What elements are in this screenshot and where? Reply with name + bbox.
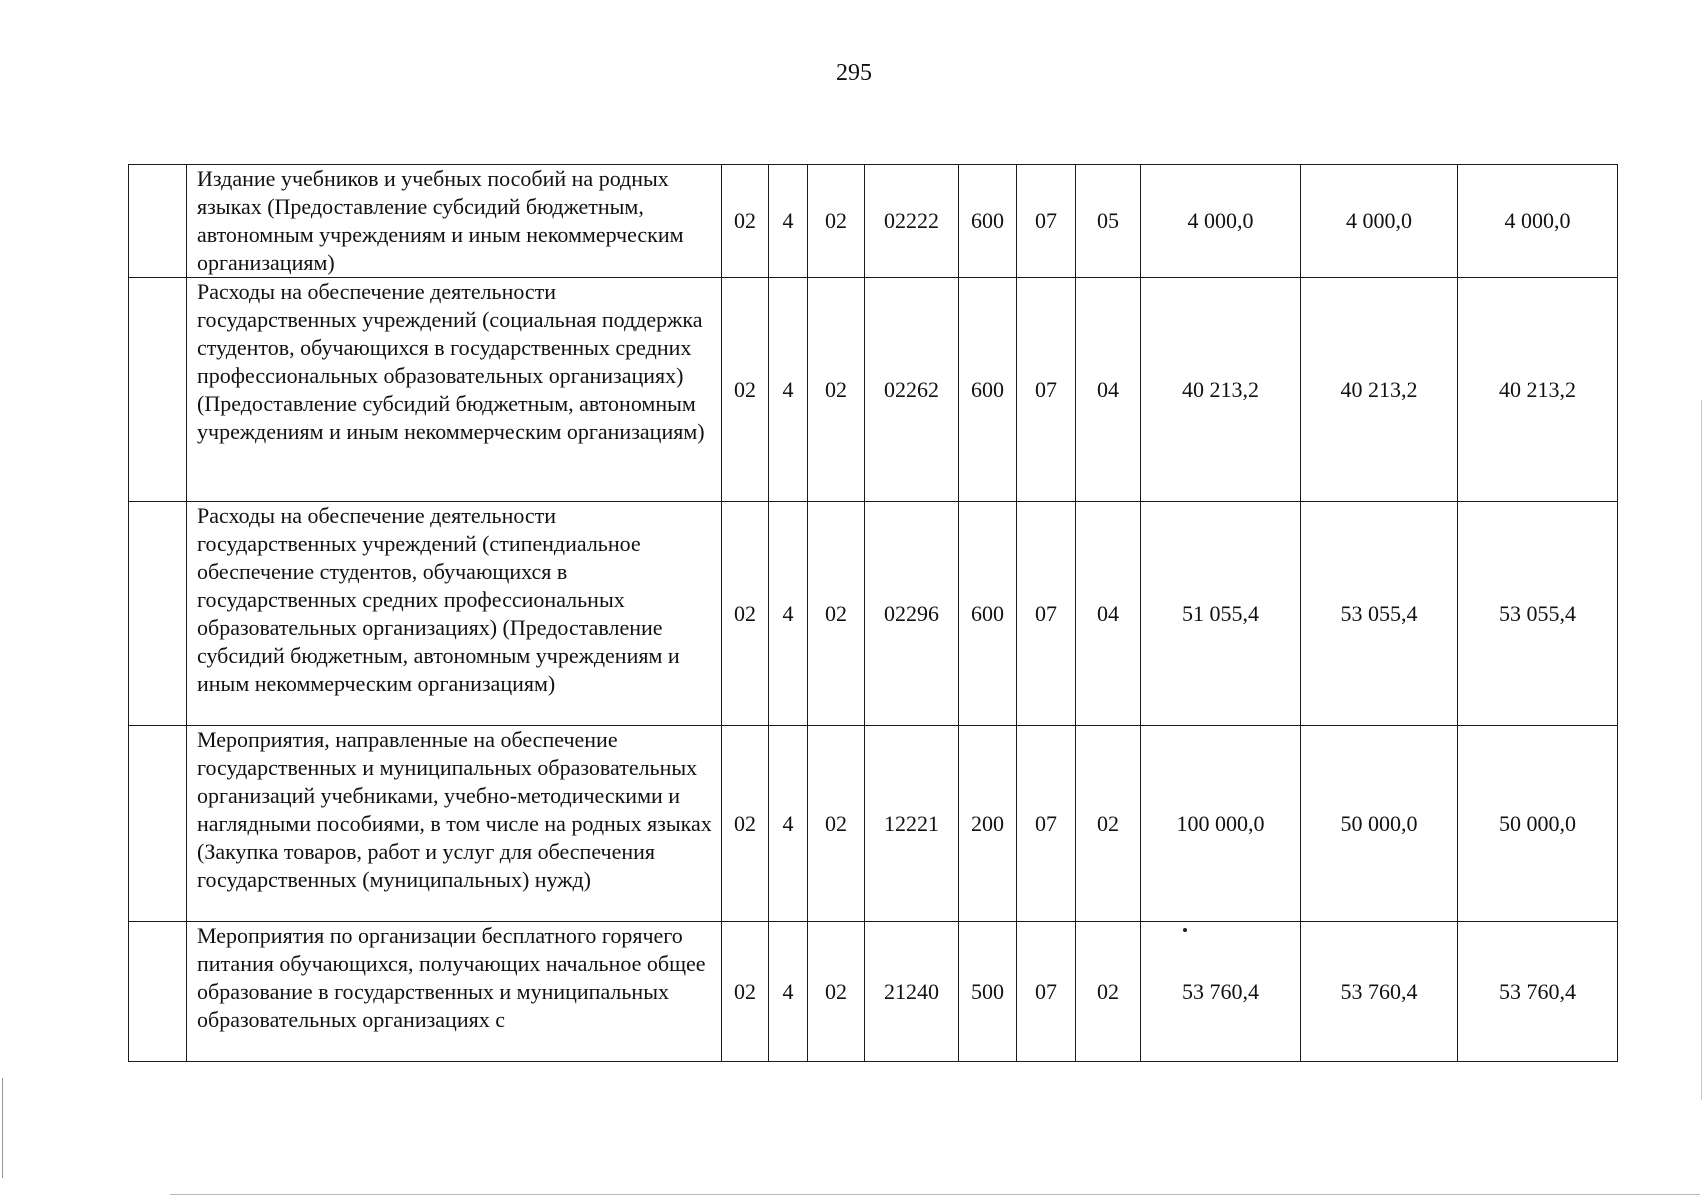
- code-cell: 04: [1076, 278, 1141, 502]
- code-cell: 02: [808, 502, 865, 726]
- description-cell: Мероприятия по организации бесплатного горячего питания обучающихся, получающих начальное общее образование в государственных и муниципальных образовательных организациях с: [187, 922, 722, 1062]
- amount-cell: 53 760,4: [1141, 922, 1301, 1062]
- code-cell: 02: [808, 922, 865, 1062]
- code-cell: 07: [1017, 726, 1076, 922]
- code-cell: 02222: [865, 165, 959, 278]
- code-cell: 21240: [865, 922, 959, 1062]
- row-number-cell: [129, 165, 187, 278]
- table-row: [129, 726, 1618, 922]
- code-cell: 04: [1076, 502, 1141, 726]
- description-cell: Расходы на обеспечение деятельности государственных учреждений (социальная поддержка студентов, обучающихся в государственных средних профессиональных образовательных организациях) (Предоставление субсидий бюджетным, автономным учреждениям и иным некоммерческим организациям): [187, 278, 722, 502]
- page-number: 295: [836, 60, 872, 86]
- table-row: [129, 502, 1618, 726]
- code-cell: 500: [959, 922, 1017, 1062]
- code-cell: 07: [1017, 278, 1076, 502]
- row-number-cell: [129, 502, 187, 726]
- amount-cell: 53 760,4: [1301, 922, 1458, 1062]
- code-cell: 600: [959, 502, 1017, 726]
- table-row: [129, 278, 1618, 502]
- code-cell: 02: [722, 165, 769, 278]
- table-row: [129, 922, 1618, 1062]
- code-cell: 07: [1017, 165, 1076, 278]
- amount-cell: 4 000,0: [1301, 165, 1458, 278]
- amount-cell: 40 213,2: [1141, 278, 1301, 502]
- row-number-cell: [129, 922, 187, 1062]
- table-row: [129, 165, 1618, 278]
- code-cell: 02: [808, 278, 865, 502]
- code-cell: 4: [769, 165, 808, 278]
- code-cell: 4: [769, 502, 808, 726]
- code-cell: 200: [959, 726, 1017, 922]
- amount-cell: 50 000,0: [1301, 726, 1458, 922]
- amount-cell: 4 000,0: [1141, 165, 1301, 278]
- scan-edge-line: [2, 1078, 3, 1178]
- code-cell: 07: [1017, 502, 1076, 726]
- code-cell: 07: [1017, 922, 1076, 1062]
- code-cell: 02262: [865, 278, 959, 502]
- amount-cell: 53 055,4: [1301, 502, 1458, 726]
- code-cell: 12221: [865, 726, 959, 922]
- code-cell: 02: [722, 502, 769, 726]
- code-cell: 02: [808, 726, 865, 922]
- scan-edge-line: [170, 1194, 1700, 1195]
- amount-cell: 51 055,4: [1141, 502, 1301, 726]
- code-cell: 02: [1076, 726, 1141, 922]
- code-cell: 02: [808, 165, 865, 278]
- code-cell: 02: [722, 278, 769, 502]
- code-cell: 4: [769, 922, 808, 1062]
- amount-cell: 53 760,4: [1458, 922, 1618, 1062]
- amount-cell: 40 213,2: [1301, 278, 1458, 502]
- code-cell: 600: [959, 278, 1017, 502]
- code-cell: 05: [1076, 165, 1141, 278]
- code-cell: 02296: [865, 502, 959, 726]
- description-cell: Издание учебников и учебных пособий на родных языках (Предоставление субсидий бюджетным, автономным учреждениям и иным некоммерческим организациям): [187, 165, 722, 278]
- code-cell: 600: [959, 165, 1017, 278]
- code-cell: 02: [1076, 922, 1141, 1062]
- code-cell: 4: [769, 726, 808, 922]
- budget-table: [128, 164, 1618, 1062]
- code-cell: 02: [722, 922, 769, 1062]
- row-number-cell: [129, 726, 187, 922]
- row-number-cell: [129, 278, 187, 502]
- scan-speck: [1183, 928, 1187, 932]
- amount-cell: 40 213,2: [1458, 278, 1618, 502]
- description-cell: Мероприятия, направленные на обеспечение государственных и муниципальных образовательных организаций учебниками, учебно-методическими и наглядными пособиями, в том числе на родных языках (Закупка товаров, работ и услуг для обеспечения государственных (муниципальных) нужд): [187, 726, 722, 922]
- amount-cell: 53 055,4: [1458, 502, 1618, 726]
- amount-cell: 4 000,0: [1458, 165, 1618, 278]
- code-cell: 02: [722, 726, 769, 922]
- amount-cell: 50 000,0: [1458, 726, 1618, 922]
- scan-edge-line: [1701, 400, 1702, 1100]
- code-cell: 4: [769, 278, 808, 502]
- amount-cell: 100 000,0: [1141, 726, 1301, 922]
- description-cell: Расходы на обеспечение деятельности государственных учреждений (стипендиальное обеспечение студентов, обучающихся в государственных средних профессиональных образовательных организациях) (Предоставление субсидий бюджетным, автономным учреждениям и иным некоммерческим организациям): [187, 502, 722, 726]
